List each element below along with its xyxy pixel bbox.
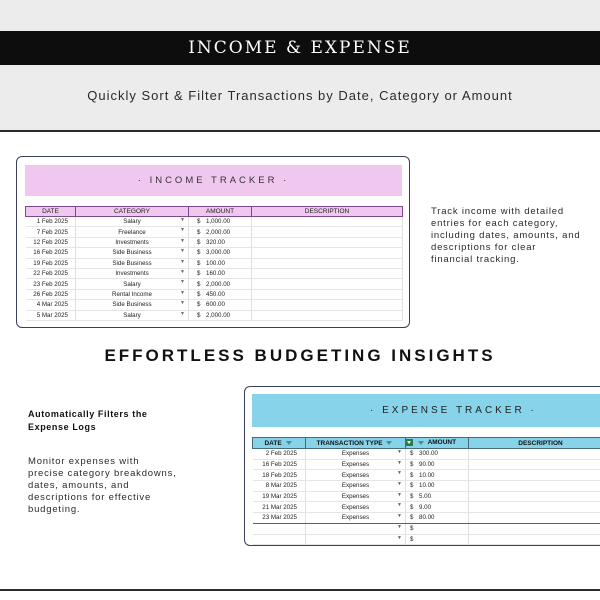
expense-tracker-title: · EXPENSE TRACKER · (370, 405, 537, 416)
category-value: Freelance (118, 228, 146, 236)
cell-description[interactable] (252, 279, 403, 289)
dropdown-arrow-icon[interactable]: ▼ (397, 502, 402, 509)
dropdown-arrow-icon[interactable]: ▼ (180, 310, 185, 317)
income-table-header-row (26, 207, 411, 217)
currency-symbol: $ (410, 535, 414, 543)
dropdown-arrow-icon[interactable]: ▼ (180, 227, 185, 234)
cell-transaction-type[interactable] (306, 459, 406, 470)
cell-category[interactable] (76, 217, 189, 227)
cell-transaction-type[interactable] (306, 534, 406, 545)
cell-date[interactable]: 4 Mar 2025 (26, 300, 76, 310)
cell-description[interactable] (469, 459, 600, 470)
amount-value: 2,000.00 (206, 228, 231, 236)
dropdown-arrow-icon[interactable]: ▼ (397, 491, 402, 498)
col-header-date[interactable]: DATE (26, 207, 76, 217)
currency-symbol: $ (410, 493, 414, 501)
dropdown-arrow-icon[interactable]: ▼ (397, 470, 402, 477)
table-row[interactable] (26, 248, 411, 258)
cell-transaction-type[interactable] (306, 502, 406, 513)
cell-transaction-type[interactable] (306, 491, 406, 502)
currency-symbol: $ (410, 471, 414, 479)
currency-symbol: $ (197, 259, 201, 267)
amount-value: 5.00 (419, 493, 432, 501)
cell-category[interactable] (76, 268, 189, 278)
cell-description[interactable] (252, 268, 403, 278)
table-row[interactable] (26, 258, 411, 268)
amount-value: 90.00 (419, 461, 435, 469)
table-row[interactable] (253, 502, 600, 513)
cell-transaction-type[interactable] (306, 481, 406, 492)
cell-date[interactable]: 22 Feb 2025 (26, 268, 76, 278)
cell-transaction-type[interactable] (306, 470, 406, 481)
cell-amount[interactable] (189, 258, 252, 268)
cell-amount[interactable] (406, 534, 469, 545)
expense-description: Monitor expenses with precise category breakdowns, dates, amounts, and descriptions for effective budgeting. (28, 456, 177, 515)
col-header-description[interactable]: DESCRIPTION (252, 207, 403, 217)
cell-amount[interactable] (406, 502, 469, 513)
cell-date[interactable]: 18 Feb 2025 (253, 470, 306, 481)
income-description: Track income with detailed entries for each category, including dates, amounts, and descriptions for clear financial tracking. (431, 206, 581, 265)
cell-date[interactable] (253, 534, 306, 545)
table-row[interactable] (253, 491, 600, 502)
col-header-date[interactable] (253, 438, 306, 449)
amount-value: 3,000.00 (206, 249, 231, 257)
income-tracker-title: · INCOME TRACKER · (137, 175, 290, 186)
currency-symbol: $ (197, 311, 201, 319)
cell-description[interactable] (469, 481, 600, 492)
currency-symbol: $ (197, 238, 201, 246)
table-row[interactable] (26, 217, 411, 227)
cell-date[interactable]: 16 Feb 2025 (26, 248, 76, 258)
cell-category[interactable] (76, 258, 189, 268)
expense-tracker-card (244, 386, 600, 546)
category-value: Investments (115, 270, 149, 278)
cell-amount[interactable] (406, 523, 469, 534)
type-value: Expenses (341, 503, 370, 511)
dropdown-arrow-icon[interactable]: ▼ (180, 300, 185, 307)
expense-table (252, 437, 600, 545)
col-header-category[interactable]: CATEGORY (76, 207, 189, 217)
cell-description[interactable] (469, 470, 600, 481)
cell-date[interactable] (253, 523, 306, 534)
type-value: Expenses (341, 471, 370, 479)
table-row[interactable] (26, 289, 411, 299)
currency-symbol: $ (197, 290, 201, 298)
income-tracker-header (25, 165, 402, 196)
table-row[interactable] (26, 237, 411, 247)
cell-description[interactable] (252, 227, 403, 237)
amount-value: 80.00 (419, 514, 435, 522)
page-title: INCOME & EXPENSE (188, 38, 412, 58)
cell-date[interactable]: 23 Mar 2025 (253, 513, 306, 524)
cell-category[interactable] (76, 227, 189, 237)
cell-transaction-type[interactable] (306, 513, 406, 524)
dropdown-arrow-icon[interactable]: ▼ (397, 523, 402, 530)
cell-category[interactable] (76, 248, 189, 258)
category-value: Side Business (112, 259, 152, 267)
cell-amount[interactable] (189, 248, 252, 258)
cell-amount[interactable] (189, 310, 252, 320)
dropdown-arrow-icon[interactable]: ▼ (397, 534, 402, 541)
amount-value: 1,000.00 (206, 218, 231, 226)
type-value: Expenses (341, 461, 370, 469)
table-row[interactable] (26, 310, 411, 320)
currency-symbol: $ (410, 461, 414, 469)
col-header-amount-label: AMOUNT (427, 439, 457, 447)
amount-value: 160.00 (206, 270, 225, 278)
col-header-type-label: TRANSACTION TYPE (316, 439, 383, 447)
cell-category[interactable] (76, 279, 189, 289)
insights-title: EFFORTLESS BUDGETING INSIGHTS (104, 346, 496, 365)
currency-symbol: $ (197, 228, 201, 236)
cell-description[interactable] (469, 491, 600, 502)
amount-value: 320.00 (206, 238, 225, 246)
cell-amount[interactable] (189, 217, 252, 227)
table-row[interactable] (253, 459, 600, 470)
col-header-transaction-type[interactable] (306, 438, 406, 449)
amount-value: 10.00 (419, 471, 435, 479)
currency-symbol: $ (410, 503, 414, 511)
cell-date[interactable]: 19 Mar 2025 (253, 491, 306, 502)
dropdown-arrow-icon[interactable]: ▼ (180, 258, 185, 265)
cell-amount[interactable] (189, 289, 252, 299)
table-row[interactable] (253, 449, 600, 460)
cell-description[interactable] (252, 248, 403, 258)
empty-row[interactable] (253, 534, 600, 545)
table-row[interactable] (253, 481, 600, 492)
cell-category[interactable] (76, 300, 189, 310)
cell-date[interactable]: 12 Feb 2025 (26, 237, 76, 247)
cell-description[interactable] (469, 502, 600, 513)
cell-description[interactable] (252, 217, 403, 227)
table-row[interactable] (26, 227, 411, 237)
table-row[interactable] (26, 268, 411, 278)
dropdown-arrow-icon[interactable]: ▼ (180, 268, 185, 275)
currency-symbol: $ (410, 525, 414, 533)
currency-symbol: $ (197, 249, 201, 257)
type-value: Expenses (341, 493, 370, 501)
col-header-date-label: DATE (264, 439, 282, 447)
cell-date[interactable]: 8 Mar 2025 (253, 481, 306, 492)
category-value: Salary (123, 311, 141, 319)
page-subtitle: Quickly Sort & Filter Transactions by Date, Category or Amount (87, 88, 513, 103)
cell-description[interactable] (252, 258, 403, 268)
table-row[interactable] (26, 300, 411, 310)
dropdown-arrow-icon[interactable]: ▼ (180, 237, 185, 244)
col-header-amount[interactable]: AMOUNT (189, 207, 252, 217)
dropdown-arrow-icon[interactable]: ▼ (397, 449, 402, 455)
amount-value: 2,000.00 (206, 280, 231, 288)
currency-symbol: $ (197, 218, 201, 226)
amount-value: 2,000.00 (206, 311, 231, 319)
amount-value: 9.00 (419, 503, 432, 511)
empty-row[interactable] (253, 523, 600, 534)
title-bar (0, 31, 600, 65)
income-tracker-card (16, 156, 410, 328)
cell-amount[interactable] (406, 513, 469, 524)
cell-amount[interactable] (189, 300, 252, 310)
cell-amount[interactable] (406, 449, 469, 460)
category-value: Rental Income (112, 290, 152, 298)
cell-date[interactable]: 26 Feb 2025 (26, 289, 76, 299)
cell-description[interactable] (252, 310, 403, 320)
cell-amount[interactable] (189, 268, 252, 278)
active-filter-icon[interactable] (406, 439, 413, 446)
expense-filter-title: Automatically Filters the Expense Logs (28, 409, 148, 432)
category-value: Investments (115, 238, 149, 246)
cell-description[interactable] (469, 449, 600, 460)
currency-symbol: $ (410, 514, 414, 522)
dropdown-arrow-icon[interactable]: ▼ (180, 217, 185, 223)
amount-value: 300.00 (419, 450, 438, 458)
expense-tracker-header (252, 394, 600, 427)
dropdown-arrow-icon[interactable]: ▼ (180, 248, 185, 255)
filter-icon[interactable] (286, 441, 292, 445)
dropdown-arrow-icon[interactable]: ▼ (397, 481, 402, 488)
table-row[interactable] (26, 279, 411, 289)
cell-category[interactable] (76, 237, 189, 247)
currency-symbol: $ (197, 280, 201, 288)
cell-description[interactable] (469, 513, 600, 524)
col-header-amount[interactable] (406, 438, 469, 449)
bottom-divider (0, 589, 600, 591)
dropdown-arrow-icon[interactable]: ▼ (397, 513, 402, 520)
cell-description[interactable] (252, 300, 403, 310)
cell-date[interactable]: 2 Feb 2025 (253, 449, 306, 460)
dropdown-arrow-icon[interactable]: ▼ (180, 289, 185, 296)
currency-symbol: $ (410, 482, 414, 490)
cell-amount[interactable] (406, 491, 469, 502)
cell-amount[interactable] (406, 470, 469, 481)
cell-transaction-type[interactable] (306, 523, 406, 534)
income-table (25, 206, 410, 321)
type-value: Expenses (341, 450, 370, 458)
dropdown-arrow-icon[interactable]: ▼ (397, 459, 402, 466)
col-header-description[interactable] (469, 438, 600, 449)
cell-description[interactable] (469, 534, 600, 545)
cell-description[interactable] (469, 523, 600, 534)
dropdown-arrow-icon[interactable]: ▼ (180, 279, 185, 286)
table-row[interactable] (253, 513, 600, 524)
category-value: Salary (123, 218, 141, 226)
col-header-description-label: DESCRIPTION (518, 439, 563, 447)
cell-date[interactable]: 23 Feb 2025 (26, 279, 76, 289)
cell-amount[interactable] (189, 227, 252, 237)
cell-description[interactable] (252, 289, 403, 299)
cell-description[interactable] (252, 237, 403, 247)
header-band (0, 0, 600, 132)
amount-value: 100.00 (206, 259, 225, 267)
type-value: Expenses (341, 482, 370, 490)
table-row[interactable] (253, 470, 600, 481)
expense-table-header-row (253, 438, 600, 449)
cell-amount[interactable] (406, 481, 469, 492)
cell-date[interactable]: 16 Feb 2025 (253, 459, 306, 470)
cell-transaction-type[interactable] (306, 449, 406, 460)
category-value: Side Business (112, 249, 152, 257)
currency-symbol: $ (197, 270, 201, 278)
cell-date[interactable]: 7 Feb 2025 (26, 227, 76, 237)
filter-icon[interactable] (386, 441, 392, 445)
filter-icon[interactable] (418, 441, 424, 445)
cell-date[interactable]: 5 Mar 2025 (26, 310, 76, 320)
cell-date[interactable]: 21 Mar 2025 (253, 502, 306, 513)
currency-symbol: $ (410, 450, 414, 458)
amount-value: 450.00 (206, 290, 225, 298)
cell-date[interactable]: 1 Feb 2025 (26, 217, 76, 227)
type-value: Expenses (341, 514, 370, 522)
cell-amount[interactable] (189, 279, 252, 289)
cell-category[interactable] (76, 310, 189, 320)
category-value: Side Business (112, 301, 152, 309)
cell-amount[interactable] (189, 237, 252, 247)
cell-date[interactable]: 19 Feb 2025 (26, 258, 76, 268)
amount-value: 10.00 (419, 482, 435, 490)
currency-symbol: $ (197, 301, 201, 309)
cell-amount[interactable] (406, 459, 469, 470)
amount-value: 600.00 (206, 301, 225, 309)
cell-category[interactable] (76, 289, 189, 299)
category-value: Salary (123, 280, 141, 288)
